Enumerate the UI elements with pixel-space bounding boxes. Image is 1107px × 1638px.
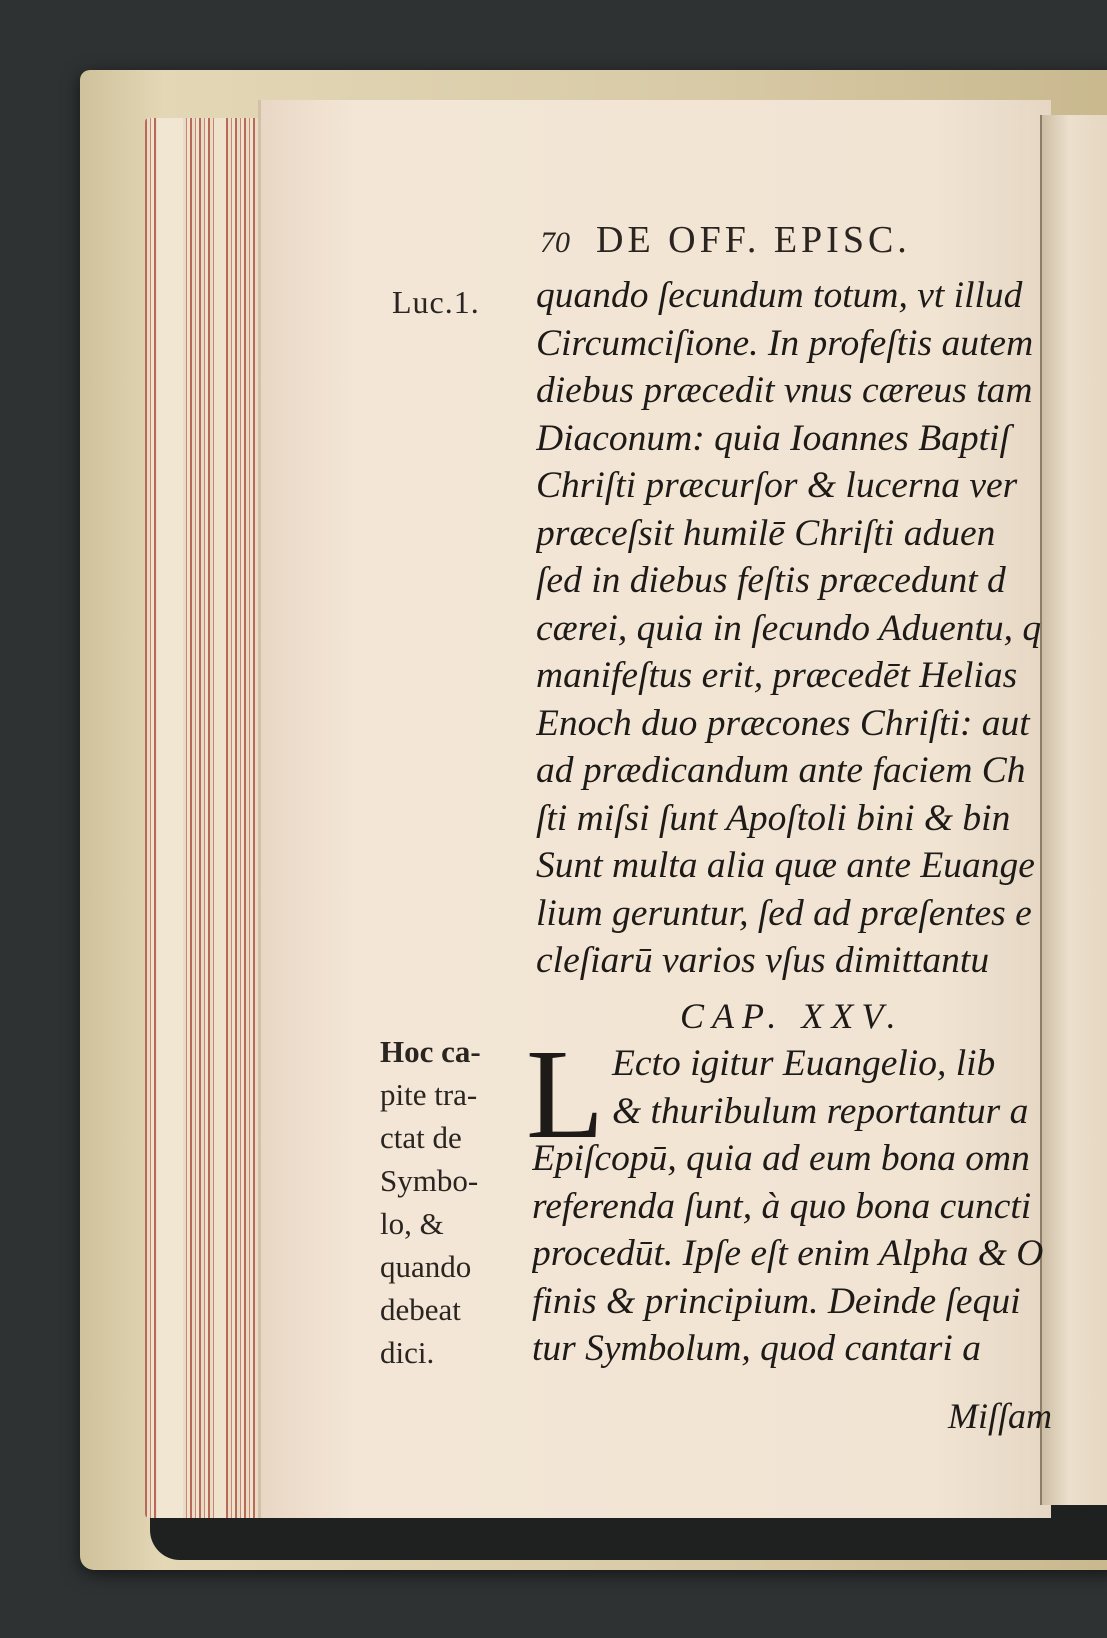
margin-note-line: ctat de — [380, 1120, 462, 1155]
text-line: finis & principium. Deinde ſequi — [532, 1280, 1021, 1322]
text-line: Sunt multa alia quæ ante Euange — [536, 845, 1035, 886]
margin-note — [380, 1030, 510, 1374]
drop-cap: L — [526, 1023, 605, 1165]
margin-note-line: quando — [380, 1249, 472, 1284]
chapter-text — [532, 1040, 1056, 1373]
margin-note-line: Symbo- — [380, 1163, 479, 1198]
text-line: cleſiarū varios vſus dimittantu — [536, 940, 990, 981]
text-line: quando ſecundum totum, vt illud — [536, 275, 1023, 316]
running-title: DE OFF. EPISC. — [596, 219, 911, 261]
page-number: 70 — [540, 226, 570, 259]
margin-note-line: lo, & — [380, 1206, 444, 1241]
text-line: Ecto igitur Euangelio, lib — [612, 1043, 996, 1084]
chapter-heading: CAP. XXV. — [680, 996, 904, 1036]
text-line: ſed in diebus feſtis præcedunt d — [536, 560, 1006, 601]
text-line: Epiſcopū, quia ad eum bona omn — [532, 1138, 1030, 1179]
margin-note-line: dici. — [380, 1335, 435, 1370]
text-line: ad prædicandum ante faciem Ch — [536, 750, 1026, 791]
body-text — [536, 272, 1056, 985]
margin-note-line: debeat — [380, 1292, 461, 1327]
text-line: lium geruntur, ſed ad præſentes e — [536, 892, 1032, 934]
text-line: Diaconum: quia Ioannes Baptiſ — [536, 417, 1010, 459]
text-line: præceſsit humilē Chriſti aduen — [536, 512, 996, 554]
text-line: diebus præcedit vnus cæreus tam — [536, 370, 1033, 411]
margin-reference: Luc.1. — [392, 284, 480, 320]
text-line: Circumciſione. In profeſtis autem — [536, 322, 1034, 364]
text-line: tur Symbolum, quod cantari a — [532, 1328, 981, 1369]
running-header — [540, 218, 911, 262]
text-line: manifeſtus erit, præcedēt Helias — [536, 655, 1018, 696]
text-line: Chriſti præcurſor & lucerna ver — [536, 465, 1018, 506]
margin-note-line: Hoc ca- — [380, 1034, 481, 1069]
text-line: cærei, quia in ſecundo Aduentu, q — [536, 607, 1042, 649]
catchword: Miſſam — [948, 1396, 1052, 1436]
text-line: procedūt. Ipſe eſt enim Alpha & O — [532, 1233, 1044, 1274]
text-line: Enoch duo præcones Chriſti: aut — [536, 702, 1030, 744]
text-line: ſti miſsi ſunt Apoſtoli bini & bin — [536, 797, 1011, 839]
text-line: & thuribulum reportantur a — [612, 1090, 1029, 1132]
text-line: referenda ſunt, à quo bona cuncti — [532, 1185, 1032, 1227]
margin-note-line: pite tra- — [380, 1077, 478, 1112]
